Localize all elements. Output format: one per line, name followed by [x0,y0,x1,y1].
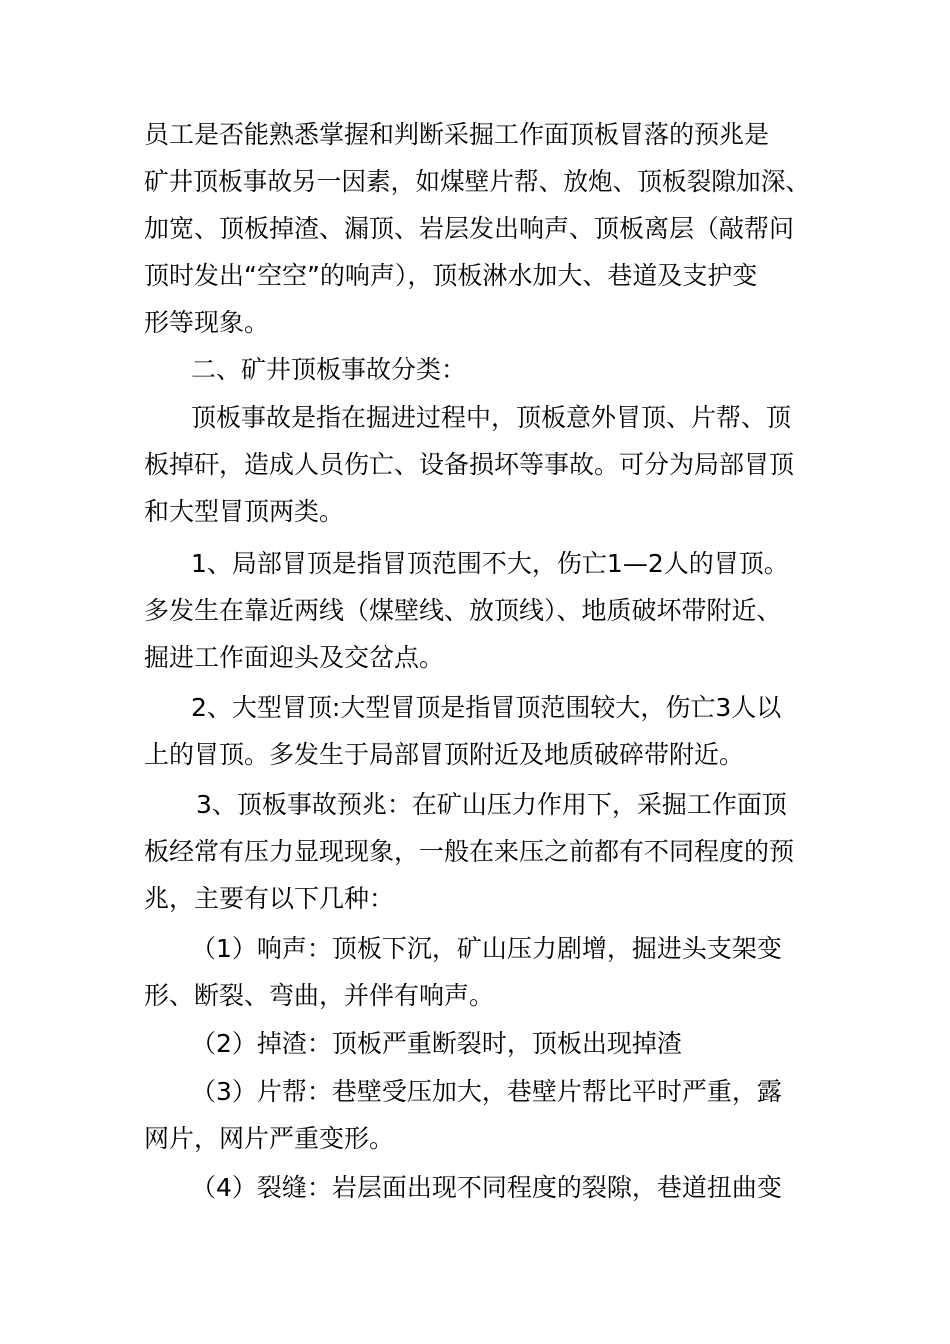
text-line: 网片，网片严重变形。 [144,1124,395,1153]
section-heading: 二、矿井顶板事故分类： [191,355,467,384]
text-line: （3）片帮：巷壁受压加大，巷壁片帮比平时严重，露 [191,1077,782,1106]
text-line: 上的冒顶。多发生于局部冒顶附近及地质破碎带附近。 [144,740,745,769]
text-line: 和大型冒顶两类。 [144,497,345,526]
text-line: 加宽、顶板掉渣、漏顶、岩层发出响声、顶板离层（敲帮问 [144,214,795,243]
text-line: 顶时发出“空空”的响声），顶板淋水加大、巷道及支护变 [144,261,758,290]
text-line: （1）响声：顶板下沉，矿山压力剧增，掘进头支架变 [191,934,782,963]
text-line: 形、断裂、弯曲，并伴有响声。 [144,981,495,1010]
text-line: 矿井顶板事故另一因素，如煤壁片帮、放炮、顶板裂隙加深、 [144,167,811,196]
text-line: 形等现象。 [144,308,270,337]
text-line: （2）掉渣：顶板严重断裂时，顶板出现掉渣 [191,1029,682,1058]
text-line: 1、局部冒顶是指冒顶范围不大，伤亡1—2人的冒顶。 [191,549,789,578]
text-line: 兆，主要有以下几种： [144,884,395,913]
text-line: 板掉矸，造成人员伤亡、设备损坏等事故。可分为局部冒顶 [144,450,795,479]
text-line: 掘进工作面迎头及交岔点。 [144,643,445,672]
text-line: 板经常有压力显现现象，一般在来压之前都有不同程度的预 [144,837,795,866]
text-line: 2、大型冒顶:大型冒顶是指冒顶范围较大，伤亡3人以 [191,693,782,722]
text-line: 员工是否能熟悉掌握和判断采掘工作面顶板冒落的预兆是 [144,120,770,149]
text-line: 多发生在靠近两线（煤壁线、放顶线）、地质破坏带附近、 [144,596,782,625]
text-line: 顶板事故是指在掘进过程中，顶板意外冒顶、片帮、顶 [191,403,792,432]
text-line: （4）裂缝：岩层面出现不同程度的裂隙，巷道扭曲变 [191,1173,782,1202]
text-line: 3、顶板事故预兆：在矿山压力作用下，采掘工作面顶 [196,790,787,819]
